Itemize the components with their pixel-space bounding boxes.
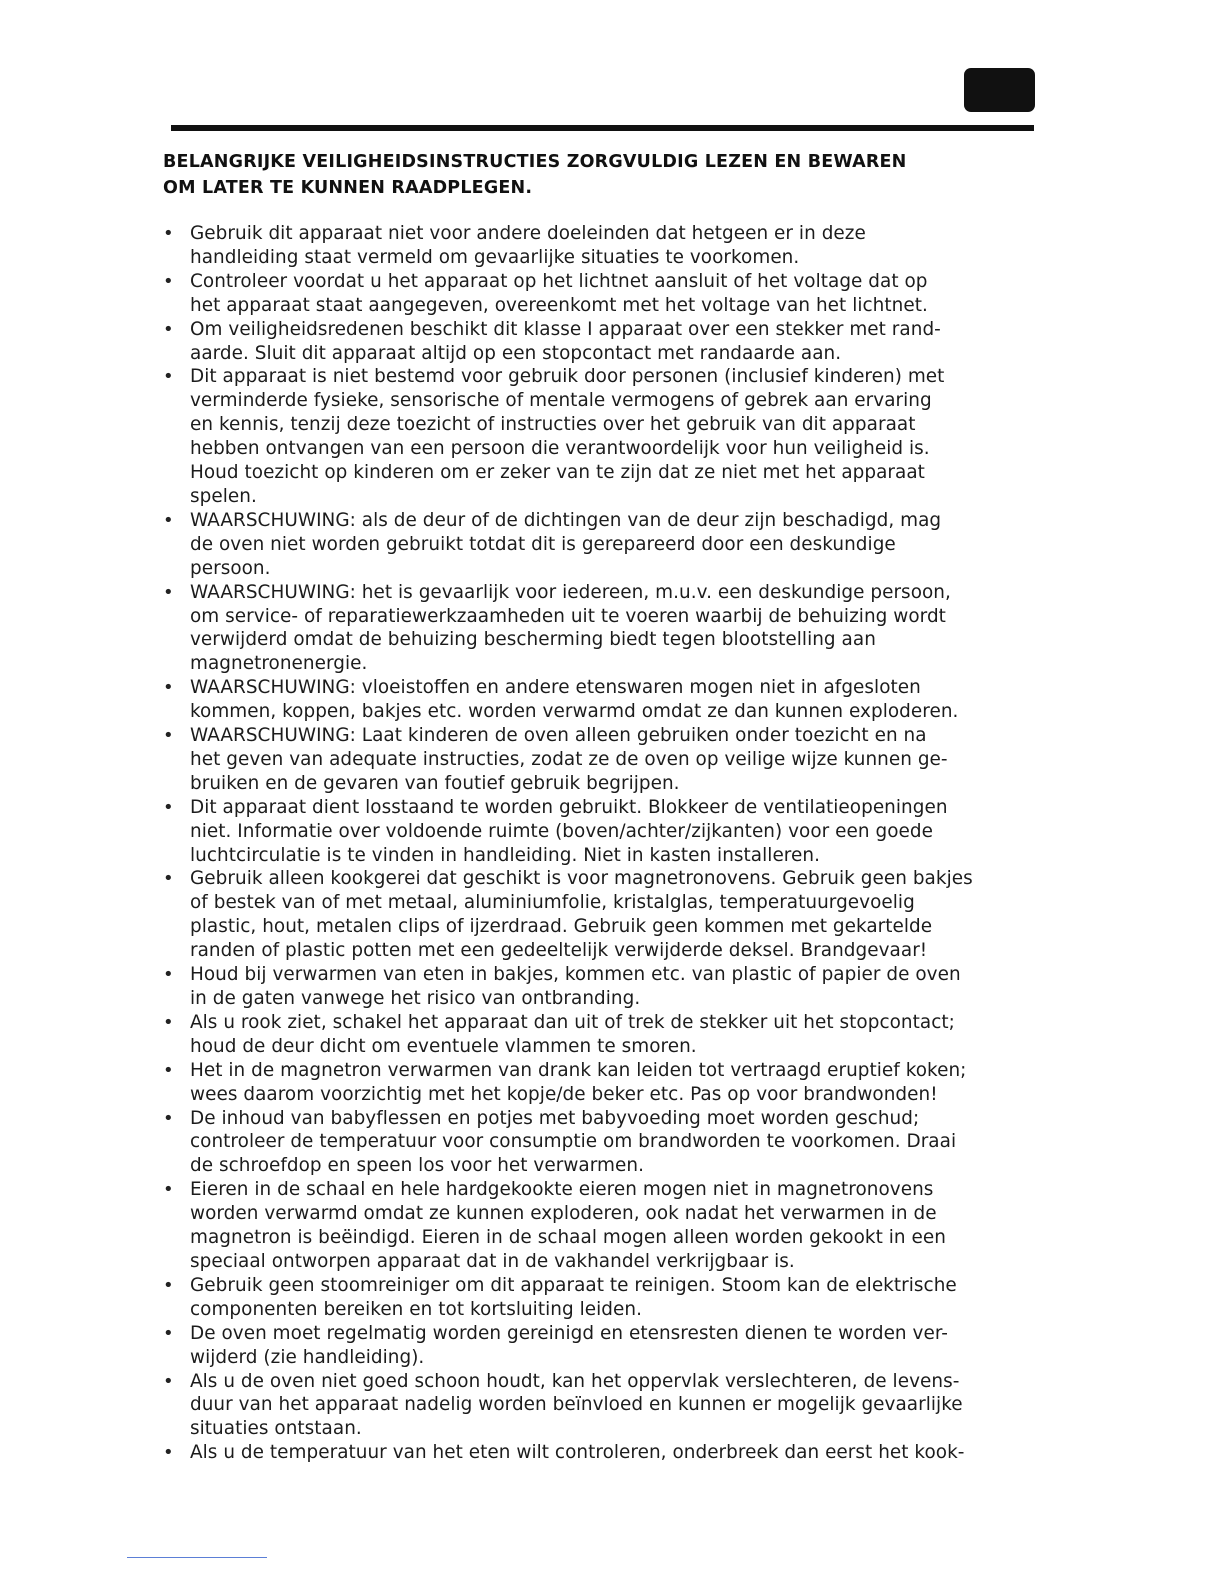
instruction-text-line: persoon. (190, 557, 271, 579)
instruction-text-line: verminderde fysieke, sensorische of mentale vermogens of gebrek aan ervaring (190, 390, 932, 412)
instruction-item (163, 867, 1083, 963)
instruction-text-line: worden verwarmd omdat ze kunnen exploderen, ook nadat het verwarmen in de (190, 1203, 937, 1225)
instruction-item (163, 724, 1083, 796)
instruction-text-line: Controleer voordat u het apparaat op het lichtnet aansluit of het voltage dat op (190, 270, 928, 292)
instruction-text-line: WAARSCHUWING: Laat kinderen de oven alleen gebruiken onder toezicht en na (190, 725, 927, 747)
instruction-text-line: Als u de temperatuur van het eten wilt controleren, onderbreek dan eerst het kook- (190, 1442, 965, 1464)
bullet-icon: • (163, 1322, 174, 1344)
instruction-text-line: Als u de oven niet goed schoon houdt, kan het oppervlak verslechteren, de levens- (190, 1370, 960, 1392)
instruction-text-line: aarde. Sluit dit apparaat altijd op een stopcontact met randaarde aan. (190, 342, 842, 364)
instruction-item (163, 1274, 1083, 1322)
safety-instructions-list (163, 222, 1083, 1465)
bullet-icon: • (163, 677, 174, 699)
instruction-item (163, 581, 1083, 677)
instruction-item (163, 270, 1083, 318)
instruction-text-line: plastic, hout, metalen clips of ijzerdraad. Gebruik geen kommen met gekartelde (190, 916, 933, 938)
instruction-text-line: Om veiligheidsredenen beschikt dit klasse I apparaat over een stekker met rand- (190, 318, 941, 340)
bullet-icon: • (163, 1442, 174, 1464)
instruction-text-line: het apparaat staat aangegeven, overeenkomt met het voltage van het lichtnet. (190, 294, 928, 316)
bullet-icon: • (163, 868, 174, 890)
instruction-text-line: Houd bij verwarmen van eten in bakjes, kommen etc. van plastic of papier de oven (190, 964, 961, 986)
instruction-item (163, 1011, 1083, 1059)
bullet-icon: • (163, 366, 174, 388)
instruction-item (163, 1178, 1083, 1274)
instruction-text-line: in de gaten vanwege het risico van ontbranding. (190, 988, 641, 1009)
instruction-text-line: houd de deur dicht om eventuele vlammen te smoren. (190, 1035, 697, 1057)
bullet-icon: • (163, 1011, 174, 1033)
instruction-text-line: de schroefdop en speen los voor het verwarmen. (190, 1155, 644, 1177)
instruction-text-line: kommen, koppen, bakjes etc. worden verwarmd omdat ze dan kunnen exploderen. (190, 701, 959, 723)
bullet-icon: • (163, 223, 174, 244)
instruction-text-line: situaties ontstaan. (190, 1418, 362, 1440)
instruction-text-line: magnetron is beëindigd. Eieren in de schaal mogen alleen worden gekookt in een (190, 1227, 946, 1249)
instruction-text-line: componenten bereiken en tot kortsluiting leiden. (190, 1298, 642, 1320)
instruction-item (163, 1370, 1083, 1442)
instruction-item (163, 318, 1083, 366)
bullet-icon: • (163, 318, 174, 340)
instruction-text-line: het geven van adequate instructies, zodat ze de oven op veilige wijze kunnen ge- (190, 748, 948, 770)
instruction-item (163, 365, 1083, 508)
bullet-icon: • (163, 796, 174, 818)
header-rule (171, 125, 1034, 131)
instruction-text-line: en kennis, tenzij deze toezicht of instructies over het gebruik van dit apparaat (190, 414, 916, 436)
instruction-text-line: de oven niet worden gebruikt totdat dit is gerepareerd door een deskundige (190, 533, 896, 555)
page-number-tab (964, 68, 1035, 112)
instruction-text-line: WAARSCHUWING: als de deur of de dichtingen van de deur zijn beschadigd, mag (190, 509, 942, 531)
instruction-text-line: wees daarom voorzichtig met het kopje/de beker etc. Pas op voor brandwonden! (190, 1083, 938, 1105)
instruction-item (163, 963, 1083, 1011)
instruction-text-line: handleiding staat vermeld om gevaarlijke situaties te voorkomen. (190, 246, 800, 268)
instruction-text-line: Dit apparaat is niet bestemd voor gebruik door personen (inclusief kinderen) met (190, 366, 945, 388)
instruction-text-line: niet. Informatie over voldoende ruimte (boven/achter/zijkanten) voor een goede (190, 820, 933, 842)
bullet-icon: • (163, 1179, 174, 1201)
instruction-item (163, 509, 1083, 581)
instruction-item (163, 222, 1083, 270)
instruction-item (163, 1059, 1083, 1107)
instruction-text-line: Het in de magnetron verwarmen van drank kan leiden tot vertraagd eruptief koken; (190, 1059, 967, 1081)
instruction-text-line: bruiken en de gevaren van foutief gebruik begrijpen. (190, 772, 680, 794)
instruction-text-line: hebben ontvangen van een persoon die verantwoordelijk voor hun veiligheid is. (190, 438, 930, 460)
instruction-item (163, 1322, 1083, 1370)
instruction-text-line: randen of plastic potten met een gedeeltelijk verwijderde deksel. Brandgevaar! (190, 940, 928, 962)
bullet-icon: • (163, 725, 174, 747)
instruction-text-line: Houd toezicht op kinderen om er zeker van te zijn dat ze niet met het apparaat (190, 462, 925, 484)
instruction-text-line: Dit apparaat dient losstaand te worden gebruikt. Blokkeer de ventilatieopeningen (190, 796, 948, 818)
bullet-icon: • (163, 509, 174, 531)
instruction-text-line: luchtcirculatie is te vinden in handleiding. Niet in kasten installeren. (190, 844, 820, 866)
instruction-text-line: om service- of reparatiewerkzaamheden uit te voeren waarbij de behuizing wordt (190, 605, 946, 627)
instruction-text-line: verwijderd omdat de behuizing bescherming biedt tegen blootstelling aan (190, 629, 876, 651)
instruction-text-line: wijderd (zie handleiding). (190, 1346, 425, 1368)
instruction-item (163, 1107, 1083, 1179)
instruction-text-line: of bestek van of met metaal, aluminiumfolie, kristalglas, temperatuurgevoelig (190, 892, 915, 914)
instruction-text-line: spelen. (190, 485, 257, 507)
instruction-text-line: speciaal ontworpen apparaat dat in de vakhandel verkrijgbaar is. (190, 1250, 795, 1272)
bullet-icon: • (163, 1370, 174, 1392)
instruction-text-line: WAARSCHUWING: vloeistoffen en andere etenswaren mogen niet in afgesloten (190, 677, 921, 699)
instruction-item (163, 1441, 1083, 1465)
instruction-item (163, 676, 1083, 724)
bullet-icon: • (163, 270, 174, 292)
safety-heading (163, 149, 1043, 201)
bullet-icon: • (163, 1107, 174, 1129)
bullet-icon: • (163, 964, 174, 986)
safety-heading-line: OM LATER TE KUNNEN RAADPLEGEN. (163, 178, 533, 198)
instruction-text-line: De oven moet regelmatig worden gereinigd en etensresten dienen te worden ver- (190, 1322, 948, 1344)
instruction-text-line: Gebruik geen stoomreiniger om dit apparaat te reinigen. Stoom kan de elektrische (190, 1274, 957, 1296)
instruction-item (163, 796, 1083, 868)
instruction-text-line: WAARSCHUWING: het is gevaarlijk voor iedereen, m.u.v. een deskundige persoon, (190, 581, 951, 603)
footer-rule (127, 1557, 267, 1558)
bullet-icon: • (163, 1274, 174, 1296)
instruction-text-line: magnetronenergie. (190, 653, 368, 675)
instruction-text-line: Gebruik dit apparaat niet voor andere doeleinden dat hetgeen er in deze (190, 223, 866, 244)
bullet-icon: • (163, 1059, 174, 1081)
instruction-text-line: duur van het apparaat nadelig worden beïnvloed en kunnen er mogelijk gevaarlijke (190, 1394, 963, 1416)
instruction-text-line: Eieren in de schaal en hele hardgekookte eieren mogen niet in magnetronovens (190, 1179, 934, 1201)
instruction-text-line: De inhoud van babyflessen en potjes met babyvoeding moet worden geschud; (190, 1107, 920, 1129)
safety-heading-line: BELANGRIJKE VEILIGHEIDSINSTRUCTIES ZORGVULDIG LEZEN EN BEWAREN (163, 152, 907, 172)
bullet-icon: • (163, 581, 174, 603)
instruction-text-line: Als u rook ziet, schakel het apparaat dan uit of trek de stekker uit het stopcontact; (190, 1011, 955, 1033)
instruction-text-line: controleer de temperatuur voor consumptie om brandworden te voorkomen. Draai (190, 1131, 957, 1153)
instruction-text-line: Gebruik alleen kookgerei dat geschikt is voor magnetronovens. Gebruik geen bakjes (190, 868, 973, 890)
